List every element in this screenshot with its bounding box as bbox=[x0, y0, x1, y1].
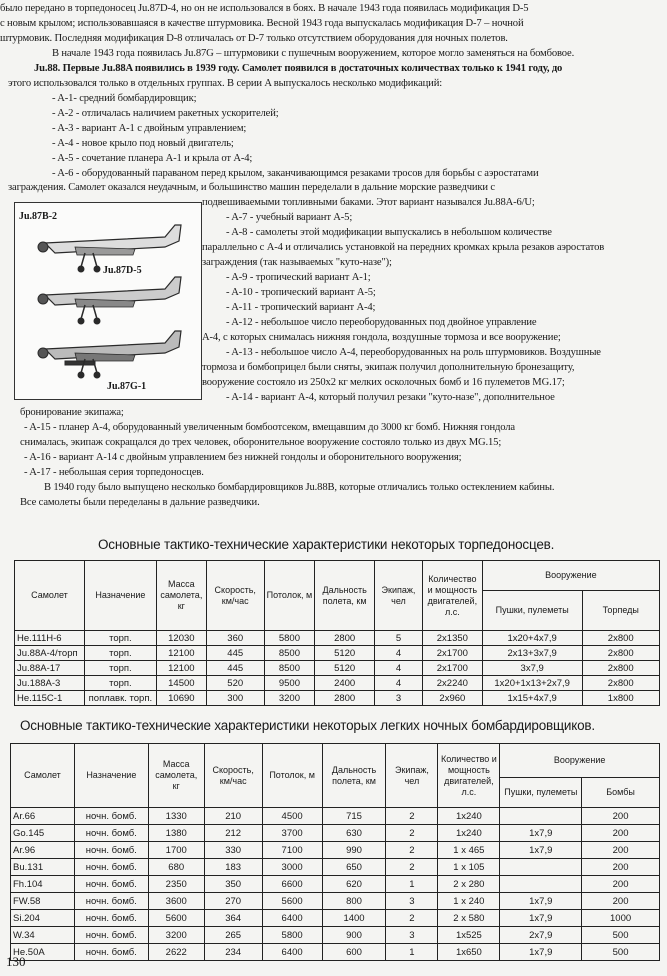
table-cell: Fh.104 bbox=[11, 876, 75, 893]
table-cell: 10690 bbox=[156, 691, 206, 706]
table-cell: 2800 bbox=[315, 631, 375, 646]
table-cell: 2x13+3x7,9 bbox=[482, 646, 582, 661]
table-cell: 2400 bbox=[315, 676, 375, 691]
header-cell: Назначение bbox=[84, 561, 156, 631]
header-cell: Количество и мощность двигателей, л.с. bbox=[438, 744, 500, 808]
header-cell: Пушки, пулеметы bbox=[482, 591, 582, 631]
table-cell: 1380 bbox=[148, 825, 204, 842]
table-cell: 1 x 465 bbox=[438, 842, 500, 859]
table-cell: 990 bbox=[322, 842, 386, 859]
table-cell: 6600 bbox=[262, 876, 322, 893]
table-cell: Ju.88A-17 bbox=[15, 661, 85, 676]
list-item: - A-11 - тропический вариант A-4; bbox=[226, 302, 376, 313]
table-cell: 1400 bbox=[322, 910, 386, 927]
table-row bbox=[15, 661, 660, 676]
table-cell: 7100 bbox=[262, 842, 322, 859]
table-row bbox=[11, 825, 660, 842]
table-cell: ночн. бомб. bbox=[74, 842, 148, 859]
text-line: заграждения (так называемых "куто-назе"); bbox=[202, 257, 392, 268]
table-row bbox=[15, 631, 660, 646]
table-cell: торп. bbox=[84, 646, 156, 661]
table-cell: 364 bbox=[204, 910, 262, 927]
table-cell: 445 bbox=[206, 661, 264, 676]
table-cell: 900 bbox=[322, 927, 386, 944]
table-cell: 14500 bbox=[156, 676, 206, 691]
list-item: - A-12 - небольшое число переоборудованных под двойное управление bbox=[226, 317, 537, 328]
table-cell: He.111H-6 bbox=[15, 631, 85, 646]
table-cell: 3700 bbox=[262, 825, 322, 842]
table-cell: 680 bbox=[148, 859, 204, 876]
table-cell: 9500 bbox=[264, 676, 315, 691]
table-cell: ночн. бомб. bbox=[74, 944, 148, 961]
table-cell: 3x7,9 bbox=[482, 661, 582, 676]
table-cell: 1700 bbox=[148, 842, 204, 859]
table-cell: ночн. бомб. bbox=[74, 859, 148, 876]
table-cell: Ju.188A-3 bbox=[15, 676, 85, 691]
table-row bbox=[11, 944, 660, 961]
figure-label: Ju.87G-1 bbox=[107, 381, 147, 392]
table-cell: 3 bbox=[386, 927, 438, 944]
header-cell: Потолок, м bbox=[262, 744, 322, 808]
table-cell: 183 bbox=[204, 859, 262, 876]
table-cell: 234 bbox=[204, 944, 262, 961]
table-cell: 500 bbox=[582, 944, 660, 961]
table-cell: ночн. бомб. bbox=[74, 893, 148, 910]
header-cell: Скорость, км/час bbox=[206, 561, 264, 631]
table-cell: 5800 bbox=[264, 631, 315, 646]
aircraft-figure bbox=[14, 202, 202, 400]
text-line: подвешиваемыми топливными баками. Этот вариант назывался Ju.88A-6/U; bbox=[202, 197, 535, 208]
header-cell: Масса самолета, кг bbox=[156, 561, 206, 631]
header-cell: Назначение bbox=[74, 744, 148, 808]
table-cell: He.50A bbox=[11, 944, 75, 961]
aircraft-silhouettes bbox=[15, 203, 201, 399]
table-cell: 2 bbox=[386, 859, 438, 876]
table-cell: 12100 bbox=[156, 646, 206, 661]
table-cell: 300 bbox=[206, 691, 264, 706]
table-cell: 200 bbox=[582, 893, 660, 910]
header-cell: Самолет bbox=[11, 744, 75, 808]
table-row bbox=[15, 646, 660, 661]
table-cell: 5600 bbox=[262, 893, 322, 910]
table-cell: 3 bbox=[386, 893, 438, 910]
list-item: - A-10 - тропический вариант A-5; bbox=[226, 287, 376, 298]
table-cell: 600 bbox=[322, 944, 386, 961]
table-cell: 2350 bbox=[148, 876, 204, 893]
table-cell: 4 bbox=[375, 646, 423, 661]
table-cell: 1 bbox=[386, 876, 438, 893]
text-line: этого использовался только в отдельных группах. В серии A выпускалось несколько модификаций: bbox=[8, 78, 443, 89]
table-cell: 1x7,9 bbox=[500, 825, 582, 842]
table-cell: 5800 bbox=[262, 927, 322, 944]
table-cell: 5600 bbox=[148, 910, 204, 927]
table-cell: 210 bbox=[204, 808, 262, 825]
table-cell: Si.204 bbox=[11, 910, 75, 927]
table-cell: W.34 bbox=[11, 927, 75, 944]
header-cell: Скорость, км/час bbox=[204, 744, 262, 808]
table-cell: 2 bbox=[386, 825, 438, 842]
table-cell: 2 bbox=[386, 910, 438, 927]
table-cell: 360 bbox=[206, 631, 264, 646]
table-row bbox=[11, 808, 660, 825]
table-cell: Ar.66 bbox=[11, 808, 75, 825]
header-cell: Масса самолета, кг bbox=[148, 744, 204, 808]
table-cell: 2x1350 bbox=[422, 631, 482, 646]
table-cell: 1330 bbox=[148, 808, 204, 825]
table-cell: Ar.96 bbox=[11, 842, 75, 859]
list-item: - A-2 - отличалась наличием ракетных ускорителей; bbox=[52, 108, 279, 119]
table-cell: 200 bbox=[582, 876, 660, 893]
table-cell: 200 bbox=[582, 825, 660, 842]
list-item: - A-13 - небольшое число A-4, переоборудованных на роль штурмовиков. Воздушные bbox=[226, 347, 601, 358]
table-cell: 800 bbox=[322, 893, 386, 910]
table-cell: 2622 bbox=[148, 944, 204, 961]
table-cell: 1x7,9 bbox=[500, 910, 582, 927]
table-cell: ночн. бомб. bbox=[74, 910, 148, 927]
table-title: Основные тактико-технические характеристики некоторых торпедоносцев. bbox=[98, 537, 555, 552]
figure-label: Ju.87B-2 bbox=[19, 211, 58, 222]
table-cell: 2 bbox=[386, 842, 438, 859]
table-cell: He.115C-1 bbox=[15, 691, 85, 706]
table-cell: 650 bbox=[322, 859, 386, 876]
table-cell: торп. bbox=[84, 631, 156, 646]
text-line: было передано в торпедоносец Ju.87D-4, но он не использовался в боях. В начале 1943 года появилась модификация D-5 bbox=[0, 3, 529, 14]
table-cell: Ju.88A-4/торп bbox=[15, 646, 85, 661]
list-item: - A-16 - вариант A-14 с двойным управлением без нижней гондолы и оборонительного вооружения; bbox=[24, 452, 462, 463]
table-cell: 1x20+4x7,9 bbox=[482, 631, 582, 646]
table-cell: 1x15+4x7,9 bbox=[482, 691, 582, 706]
list-item: - A-6 - оборудованный параваном перед крылом, заканчивающимся резаками тросов для борьбы с аэростатами bbox=[52, 168, 539, 179]
table-cell: 2x2240 bbox=[422, 676, 482, 691]
table-cell: 1 x 240 bbox=[438, 893, 500, 910]
text-line: снималась, экипаж сокращался до трех человек, оборонительное вооружение состояло только из двух MG.15; bbox=[20, 437, 502, 448]
table-title: Основные тактико-технические характеристики некоторых легких ночных бомбардировщиков. bbox=[20, 718, 595, 733]
table-cell: FW.58 bbox=[11, 893, 75, 910]
table-cell: 1 bbox=[386, 944, 438, 961]
table-cell: 2x800 bbox=[582, 631, 660, 646]
table-cell: 6400 bbox=[262, 910, 322, 927]
text-line: тормоза и бомбоприцел были сняты, экипаж получил дополнительную бронезащиту, bbox=[202, 362, 575, 373]
table-cell: 212 bbox=[204, 825, 262, 842]
table-cell: 1000 bbox=[582, 910, 660, 927]
table-cell: 1x650 bbox=[438, 944, 500, 961]
table-cell: 620 bbox=[322, 876, 386, 893]
text-line: параллельно с A-4 и отличались установкой на передних кромках крыла резаков аэростатов bbox=[202, 242, 605, 253]
table-cell: 2800 bbox=[315, 691, 375, 706]
text-line: с новым крылом; использовавшаяся в качестве штурмовика. Весной 1943 года выпускалась модификация D-7 – ночной bbox=[0, 18, 524, 29]
table-cell: 2 x 580 bbox=[438, 910, 500, 927]
table-cell: 5120 bbox=[315, 661, 375, 676]
table-cell: 1 x 105 bbox=[438, 859, 500, 876]
table-cell: 270 bbox=[204, 893, 262, 910]
header-cell: Экипаж, чел bbox=[386, 744, 438, 808]
table-cell: 8500 bbox=[264, 661, 315, 676]
table-cell: 5 bbox=[375, 631, 423, 646]
table-cell: 3200 bbox=[148, 927, 204, 944]
table-cell: 630 bbox=[322, 825, 386, 842]
table-cell: 350 bbox=[204, 876, 262, 893]
table-cell bbox=[500, 808, 582, 825]
table-row bbox=[11, 893, 660, 910]
list-item: - A-1- средний бомбардировщик; bbox=[52, 93, 197, 104]
table-row bbox=[11, 876, 660, 893]
table-cell: 500 bbox=[582, 927, 660, 944]
table-cell: 4 bbox=[375, 661, 423, 676]
table-body bbox=[15, 631, 660, 706]
table-cell: 1x525 bbox=[438, 927, 500, 944]
table-row bbox=[15, 691, 660, 706]
table-cell: 2x800 bbox=[582, 661, 660, 676]
table-cell bbox=[500, 859, 582, 876]
list-item: - A-4 - новое крыло под новый двигатель; bbox=[52, 138, 234, 149]
table-cell: 12030 bbox=[156, 631, 206, 646]
list-item: - A-5 - сочетание планера A-1 и крыла от A-4; bbox=[52, 153, 253, 164]
table-cell: ночн. бомб. bbox=[74, 927, 148, 944]
table-cell: 1x7,9 bbox=[500, 893, 582, 910]
table-cell: торп. bbox=[84, 661, 156, 676]
table-cell: 1x7,9 bbox=[500, 842, 582, 859]
table-cell: 6400 bbox=[262, 944, 322, 961]
list-item: - A-15 - планер A-4, оборудованный увеличенным бомбоотсеком, вмещавшим до 3000 кг бомб. Нижняя гондола bbox=[24, 422, 515, 433]
header-cell: Самолет bbox=[15, 561, 85, 631]
table-cell: 8500 bbox=[264, 646, 315, 661]
header-cell: Потолок, м bbox=[264, 561, 315, 631]
table-cell: 3 bbox=[375, 691, 423, 706]
table-cell: Go.145 bbox=[11, 825, 75, 842]
table-cell: 330 bbox=[204, 842, 262, 859]
text-line: В 1940 году было выпущено несколько бомбардировщиков Ju.88B, которые отличались только остеклением кабины. bbox=[44, 482, 555, 493]
list-item: - A-8 - самолеты этой модификации выпускались в небольшом количестве bbox=[226, 227, 552, 238]
header-cell: Вооружение bbox=[482, 561, 659, 591]
table-cell: 265 bbox=[204, 927, 262, 944]
table-cell: 1x20+1x13+2x7,9 bbox=[482, 676, 582, 691]
table-cell: 2x7,9 bbox=[500, 927, 582, 944]
table-cell: 5120 bbox=[315, 646, 375, 661]
table-row bbox=[11, 927, 660, 944]
table-cell: 4 bbox=[375, 676, 423, 691]
table-row bbox=[15, 676, 660, 691]
table-cell: 2 x 280 bbox=[438, 876, 500, 893]
table-cell: 2x800 bbox=[582, 646, 660, 661]
table-cell: 520 bbox=[206, 676, 264, 691]
table-cell: 715 bbox=[322, 808, 386, 825]
figure-label: Ju.87D-5 bbox=[103, 265, 142, 276]
table-cell: 200 bbox=[582, 859, 660, 876]
page-number: 130 bbox=[6, 954, 26, 969]
header-cell: Торпеды bbox=[582, 591, 660, 631]
table-cell: 3000 bbox=[262, 859, 322, 876]
table-cell: 4500 bbox=[262, 808, 322, 825]
list-item: - A-14 - вариант A-4, который получил резаки "куто-назе", дополнительное bbox=[226, 392, 555, 403]
header-cell: Бомбы bbox=[582, 778, 660, 808]
header-cell: Дальность полета, км bbox=[322, 744, 386, 808]
night-bombers-table bbox=[10, 743, 660, 961]
header-cell: Пушки, пулеметы bbox=[500, 778, 582, 808]
table-cell: торп. bbox=[84, 676, 156, 691]
table-cell: 2x960 bbox=[422, 691, 482, 706]
list-item: - A-9 - тропический вариант A-1; bbox=[226, 272, 371, 283]
text-line: штурмовик. Последняя модификация D-8 отличалась от D-7 только отсутствием оборудования для ночных полетов. bbox=[0, 33, 508, 44]
table-cell: 2x1700 bbox=[422, 646, 482, 661]
table-cell: поплавк. торп. bbox=[84, 691, 156, 706]
table-cell: ночн. бомб. bbox=[74, 876, 148, 893]
table-cell: 445 bbox=[206, 646, 264, 661]
table-body bbox=[11, 808, 660, 961]
text-line: бронирование экипажа; bbox=[20, 407, 124, 418]
table-cell: Bu.131 bbox=[11, 859, 75, 876]
table-cell: 1x800 bbox=[582, 691, 660, 706]
header-cell: Экипаж, чел bbox=[375, 561, 423, 631]
table-cell: 2x1700 bbox=[422, 661, 482, 676]
table-cell: 3600 bbox=[148, 893, 204, 910]
table-row bbox=[11, 859, 660, 876]
text-line: Все самолеты были переделаны в дальние разведчики. bbox=[20, 497, 260, 508]
table-cell: ночн. бомб. bbox=[74, 808, 148, 825]
table-cell: 12100 bbox=[156, 661, 206, 676]
table-cell: 3200 bbox=[264, 691, 315, 706]
text-line: заграждения. Самолет оказался неудачным, и большинство машин переделали в дальние морские разведчики с bbox=[8, 182, 495, 193]
table-cell: 2 bbox=[386, 808, 438, 825]
header-cell: Количество и мощность двигателей, л.с. bbox=[422, 561, 482, 631]
table-cell: 200 bbox=[582, 842, 660, 859]
text-line: Ju.88. Первые Ju.88A появились в 1939 году. Самолет появился в достаточных количествах только к 1941 году, до bbox=[34, 63, 563, 74]
table-cell: 1x7,9 bbox=[500, 944, 582, 961]
table-row bbox=[11, 910, 660, 927]
text-line: A-4, с которых снималась нижняя гондола, воздушные тормоза и все вооружение; bbox=[202, 332, 561, 343]
table-cell: ночн. бомб. bbox=[74, 825, 148, 842]
text-line: В начале 1943 года появилась Ju.87G – штурмовики с пушечным вооружением, которое могло заменяться на бомбовое. bbox=[52, 48, 575, 59]
table-cell: 1x240 bbox=[438, 825, 500, 842]
header-cell: Вооружение bbox=[500, 744, 660, 778]
torpedo-bombers-table bbox=[14, 560, 660, 706]
table-cell bbox=[500, 876, 582, 893]
header-cell: Дальность полета, км bbox=[315, 561, 375, 631]
table-cell: 1x240 bbox=[438, 808, 500, 825]
table-row bbox=[11, 842, 660, 859]
table-cell: 2x800 bbox=[582, 676, 660, 691]
list-item: - A-3 - вариант A-1 с двойным управлением; bbox=[52, 123, 247, 134]
table-cell: 200 bbox=[582, 808, 660, 825]
list-item: - A-7 - учебный вариант A-5; bbox=[226, 212, 353, 223]
list-item: - A-17 - небольшая серия торпедоносцев. bbox=[24, 467, 204, 478]
text-line: вооружение состояло из 250х2 кг мелких осколочных бомб и 16 пулеметов MG.17; bbox=[202, 377, 565, 388]
